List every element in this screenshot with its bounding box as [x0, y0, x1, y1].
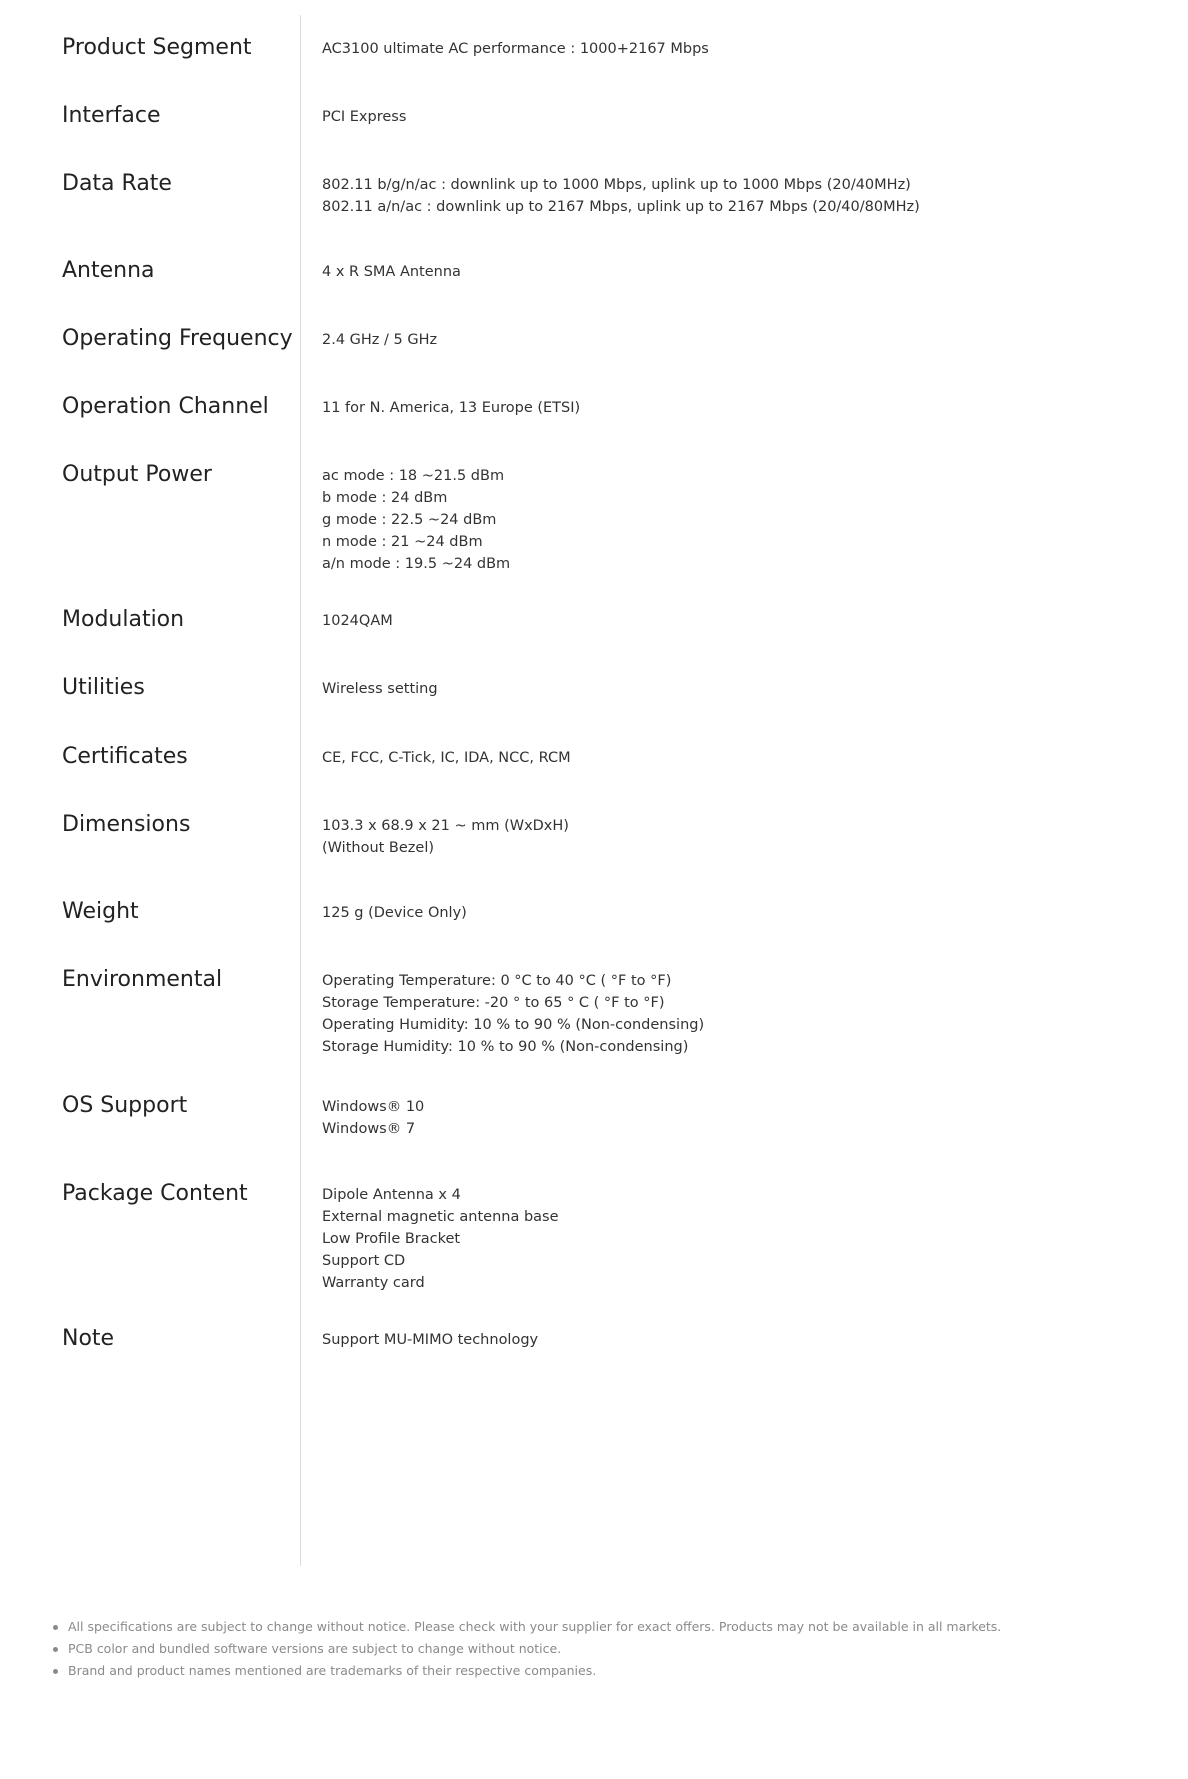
spec-value — [300, 1073, 424, 1140]
spec-label: OS Support — [62, 1093, 188, 1118]
spec-value-line: External magnetic antenna base — [322, 1209, 559, 1225]
spec-value — [300, 587, 393, 632]
spec-value-line: 103.3 x 68.9 x 21 ~ mm (WxDxH) — [322, 818, 569, 834]
spec-row — [0, 1161, 1188, 1306]
spec-value-line: Low Profile Bracket — [322, 1231, 461, 1247]
spec-value — [300, 238, 461, 283]
spec-value-line: n mode : 21 ~24 dBm — [322, 534, 483, 550]
spec-value-line: 125 g (Device Only) — [322, 905, 467, 921]
footnote-item: PCB color and bundled software versions are subject to change without notice. — [50, 1638, 1001, 1660]
spec-value-line: Wireless setting — [322, 681, 438, 697]
spec-row — [0, 879, 1188, 947]
spec-value — [300, 879, 467, 924]
spec-row — [0, 947, 1188, 1073]
spec-row — [0, 655, 1188, 724]
spec-value — [300, 724, 571, 769]
spec-value — [300, 1161, 559, 1294]
footnote-item: All specifications are subject to change without notice. Please check with your supplier for exact offers. Products may not be available in all markets. — [50, 1616, 1001, 1638]
spec-label: Interface — [62, 103, 161, 128]
spec-rows — [0, 15, 1188, 1374]
spec-value-line: Operating Temperature: 0 °C to 40 °C ( °F to °F) — [322, 973, 672, 989]
spec-value-line: 4 x R SMA Antenna — [322, 264, 461, 280]
spec-value-line: Storage Temperature: -20 ° to 65 ° C ( °F to °F) — [322, 995, 665, 1011]
footnote-item: Brand and product names mentioned are trademarks of their respective companies. — [50, 1660, 1001, 1682]
spec-row — [0, 587, 1188, 655]
spec-value-line: Windows® 10 — [322, 1099, 425, 1115]
spec-row — [0, 1073, 1188, 1161]
spec-value-line: 802.11 b/g/n/ac : downlink up to 1000 Mbps, uplink up to 1000 Mbps (20/40MHz) — [322, 177, 911, 193]
spec-value-line: b mode : 24 dBm — [322, 490, 448, 506]
spec-label: Certificates — [62, 744, 188, 769]
spec-value-line: AC3100 ultimate AC performance : 1000+2167 Mbps — [322, 41, 709, 57]
spec-label: Environmental — [62, 967, 223, 992]
spec-table — [0, 15, 1188, 1374]
spec-label: Dimensions — [62, 812, 191, 837]
spec-label: Output Power — [62, 462, 212, 487]
spec-label: Data Rate — [62, 171, 172, 196]
spec-value-line: Dipole Antenna x 4 — [322, 1187, 461, 1203]
spec-row — [0, 792, 1188, 879]
spec-value-line: Support MU-MIMO technology — [322, 1332, 539, 1348]
footnotes-list — [50, 1616, 1001, 1682]
spec-row — [0, 151, 1188, 238]
spec-label: Antenna — [62, 258, 155, 283]
spec-value-line: CE, FCC, C-Tick, IC, IDA, NCC, RCM — [322, 750, 571, 766]
spec-label: Weight — [62, 899, 139, 924]
spec-value-line: (Without Bezel) — [322, 840, 435, 856]
spec-value-line: a/n mode : 19.5 ~24 dBm — [322, 556, 511, 572]
spec-value-line: Warranty card — [322, 1275, 425, 1291]
spec-value — [300, 374, 580, 419]
spec-row — [0, 1306, 1188, 1374]
spec-value-line: Operating Humidity: 10 % to 90 % (Non-condensing) — [322, 1017, 705, 1033]
spec-value — [300, 792, 569, 859]
spec-value-line: ac mode : 18 ~21.5 dBm — [322, 468, 505, 484]
spec-value-line: Windows® 7 — [322, 1121, 416, 1137]
spec-label: Note — [62, 1326, 115, 1351]
spec-value — [300, 83, 406, 128]
spec-value-line: g mode : 22.5 ~24 dBm — [322, 512, 497, 528]
spec-row — [0, 306, 1188, 374]
spec-value — [300, 1306, 538, 1351]
spec-label: Product Segment — [62, 35, 252, 60]
spec-value — [300, 655, 438, 700]
spec-value — [300, 442, 510, 575]
spec-row — [0, 15, 1188, 83]
spec-row — [0, 374, 1188, 442]
spec-label: Operation Channel — [62, 394, 269, 419]
spec-value-line: PCI Express — [322, 109, 407, 125]
spec-value-line: Support CD — [322, 1253, 406, 1269]
spec-label: Package Content — [62, 1181, 248, 1206]
spec-value-line: Storage Humidity: 10 % to 90 % (Non-condensing) — [322, 1039, 689, 1055]
spec-value — [300, 15, 709, 60]
spec-label: Utilities — [62, 675, 145, 700]
spec-value — [300, 151, 920, 218]
spec-row — [0, 442, 1188, 587]
spec-value-line: 2.4 GHz / 5 GHz — [322, 332, 438, 348]
spec-label: Modulation — [62, 607, 185, 632]
spec-value-line: 11 for N. America, 13 Europe (ETSI) — [322, 400, 581, 416]
spec-label: Operating Frequency — [62, 326, 293, 351]
spec-value-line: 802.11 a/n/ac : downlink up to 2167 Mbps, uplink up to 2167 Mbps (20/40/80MHz) — [322, 199, 920, 215]
spec-row — [0, 83, 1188, 151]
spec-value-line: 1024QAM — [322, 613, 393, 629]
spec-row — [0, 238, 1188, 306]
spec-value — [300, 947, 704, 1058]
spec-value — [300, 306, 437, 351]
spec-row — [0, 724, 1188, 792]
